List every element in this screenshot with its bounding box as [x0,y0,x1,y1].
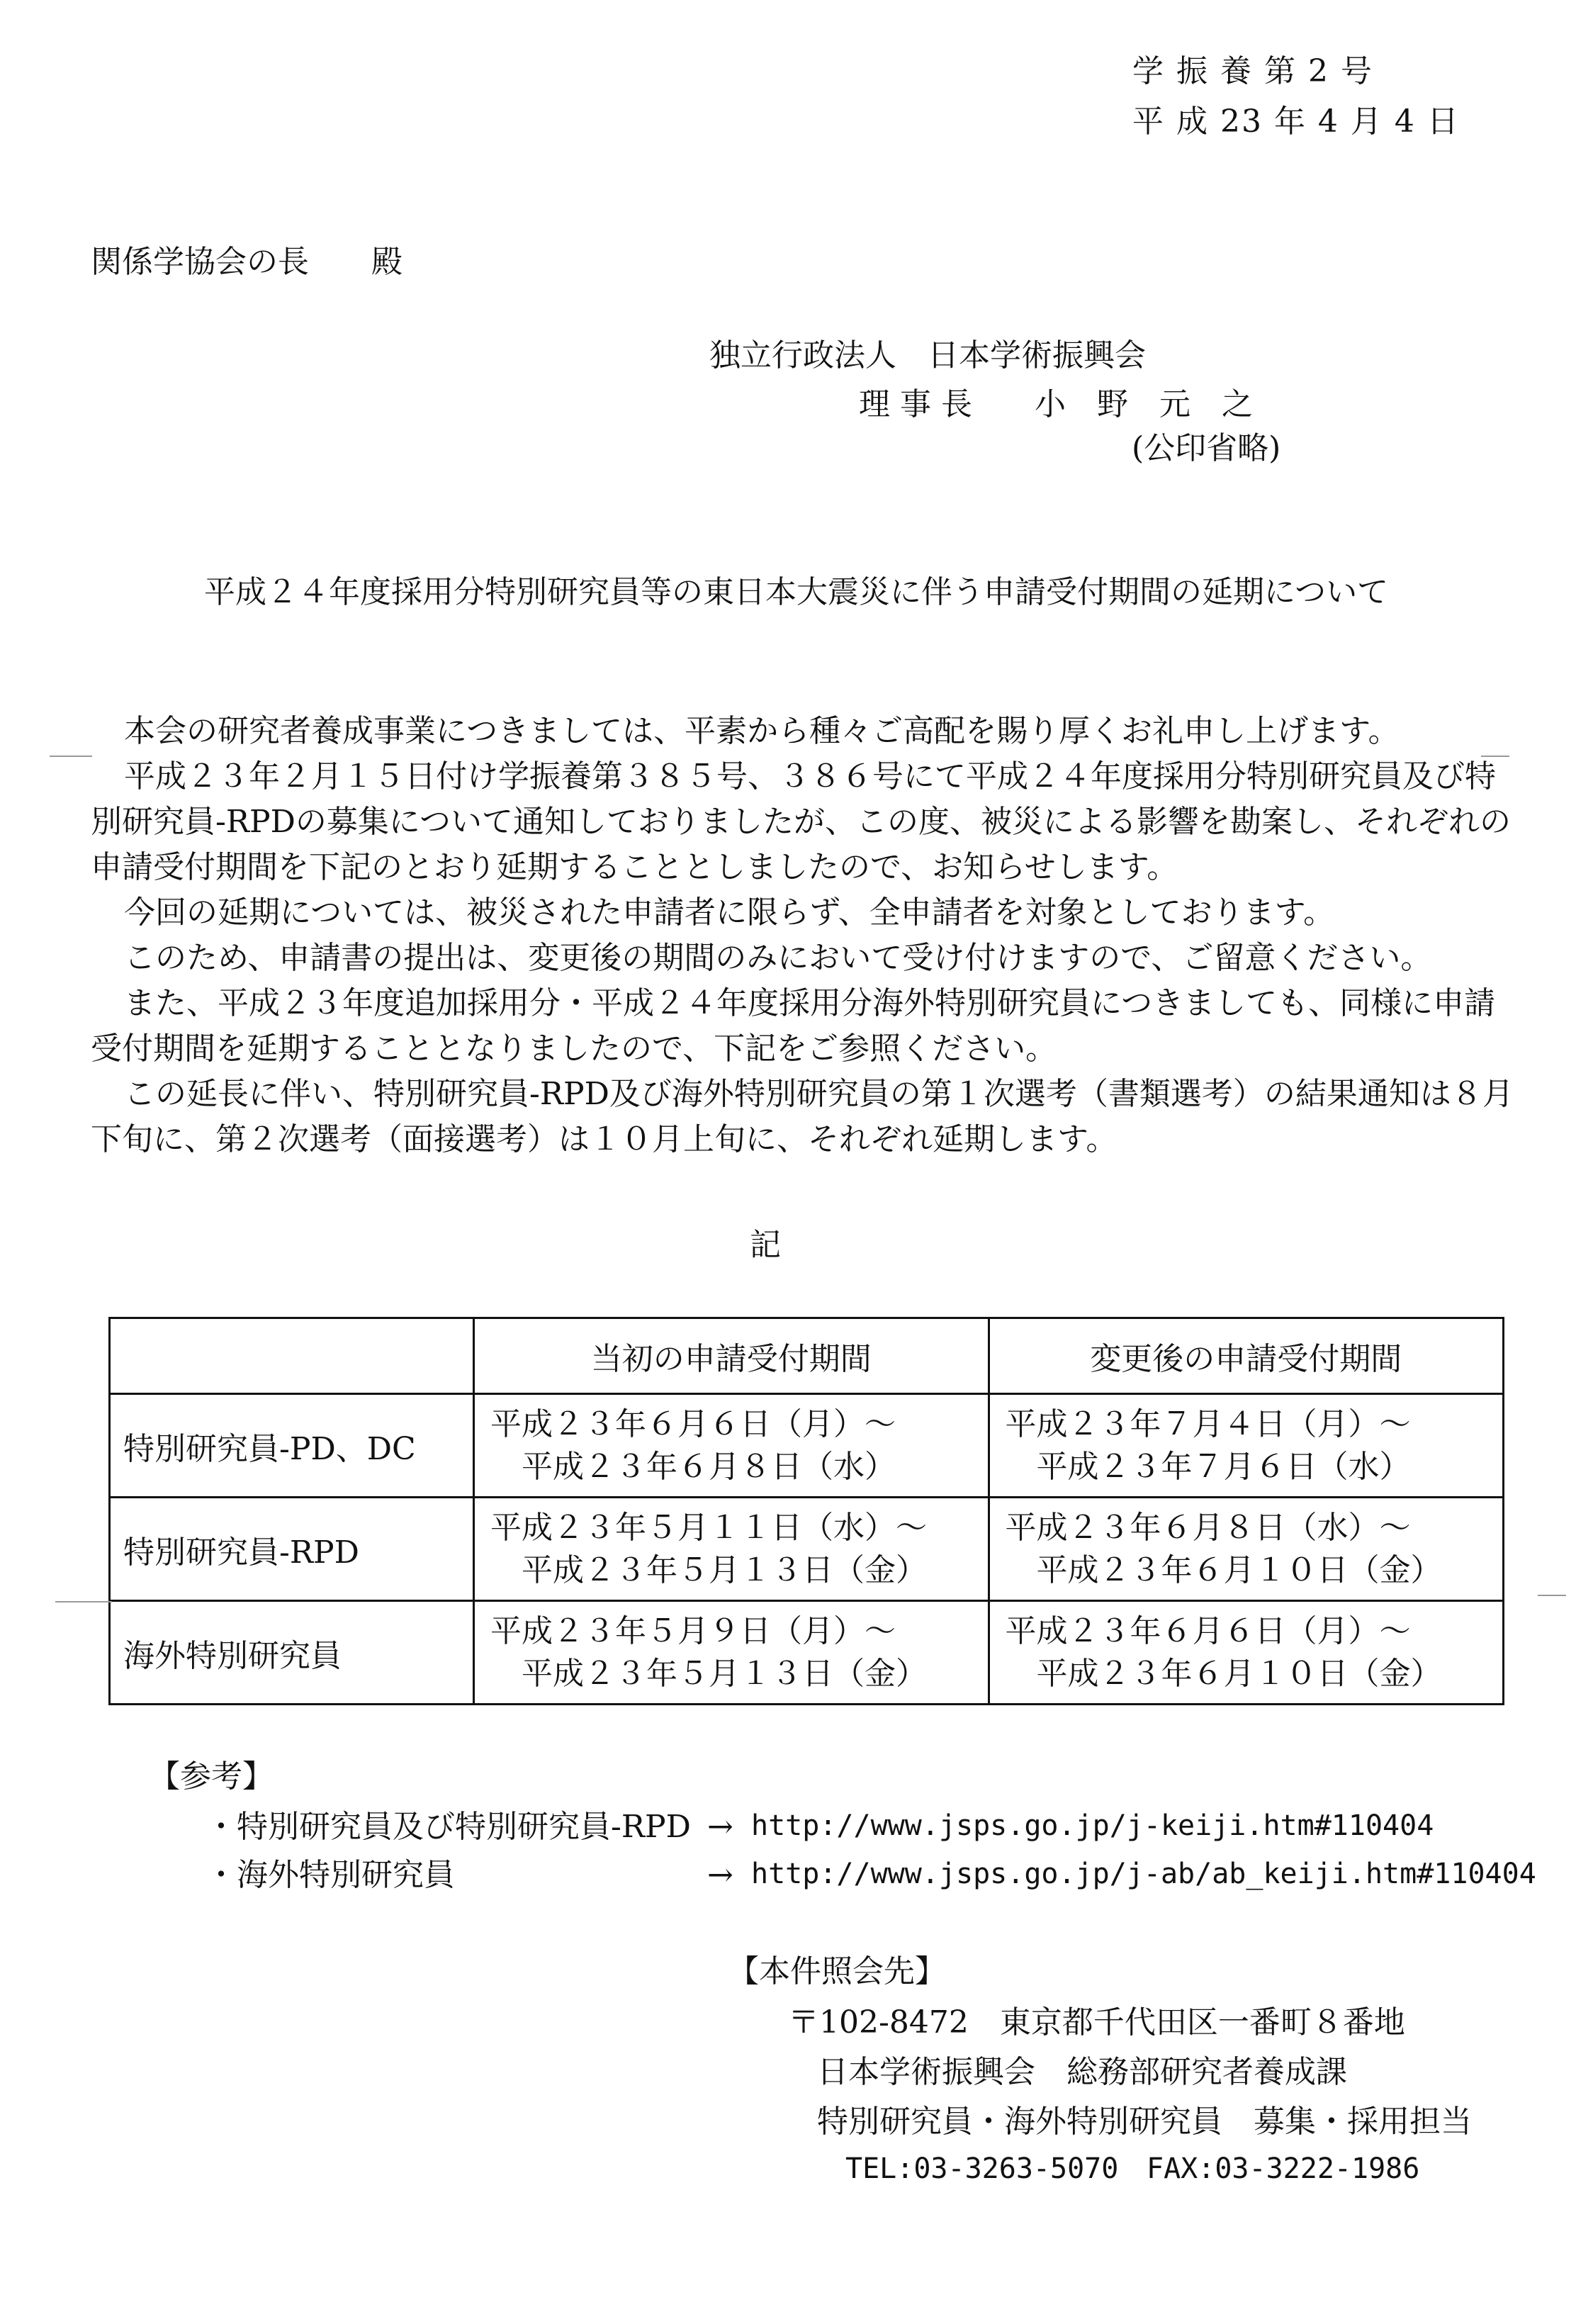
contact-fax: FAX:03-3222-1986 [1147,2152,1420,2185]
contact-tel: TEL:03-3263-5070 [845,2152,1119,2185]
sender-organization: 独立行政法人 日本学術振興会 [709,337,1146,374]
period-end: 平成２３年７月６日（水） [1036,1448,1411,1485]
arrow-icon: → [707,1857,733,1893]
table-row [110,1498,1504,1601]
body-line: 下旬に、第２次選考（面接選考）は１０月上旬に、それぞれ延期します。 [91,1121,1118,1157]
table-header-original: 当初の申請受付期間 [474,1318,989,1394]
scan-speck [50,756,92,757]
period-start: 平成２３年５月１１日（水）～ [490,1509,927,1546]
ki-heading: 記 [750,1227,781,1263]
body-line: 今回の延期については、被災された申請者に限らず、全申請者を対象としております。 [124,894,1335,931]
period-end: 平成２３年６月１０日（金） [1036,1655,1442,1692]
document-date: 平 成 23 年 4 月 4 日 [1132,103,1460,140]
body-line: この延長に伴い、特別研究員-RPD及び海外特別研究員の第１次選考（書類選考）の結果通知は８月 [124,1076,1514,1112]
changed-period-cell [989,1498,1504,1601]
addressee: 関係学協会の長 殿 [91,244,403,280]
scan-speck [1538,1595,1566,1596]
period-start: 平成２３年６月８日（水）～ [1005,1509,1411,1546]
contact-section: 特別研究員・海外特別研究員 募集・採用担当 [817,2104,1472,2140]
reference-link[interactable]: http://www.jsps.go.jp/j-keiji.htm#110404 [751,1809,1434,1842]
period-end: 平成２３年６月１０日（金） [1036,1551,1442,1588]
application-period-table [108,1317,1504,1705]
reference-link[interactable]: http://www.jsps.go.jp/j-ab/ab_keiji.htm#110404 [751,1858,1536,1890]
arrow-icon: → [707,1809,733,1845]
contact-address: 〒102-8472 東京都千代田区一番町８番地 [788,2004,1405,2040]
row-label: 海外特別研究員 [110,1601,474,1705]
row-label: 特別研究員-RPD [110,1498,474,1601]
changed-period-cell [989,1601,1504,1705]
sender-title-name: 理 事 長 小 野 元 之 [859,386,1253,422]
period-start: 平成２３年６月６日（月）～ [490,1405,896,1442]
table-header-blank [110,1318,474,1394]
period-start: 平成２３年５月９日（月）～ [490,1612,896,1649]
body-line: また、平成２３年度追加採用分・平成２４年度採用分海外特別研究員につきましても、同様に申請 [124,985,1496,1021]
table-header-changed: 変更後の申請受付期間 [989,1318,1504,1394]
reference-item-label: ・特別研究員及び特別研究員-RPD [206,1809,691,1845]
row-label: 特別研究員-PD、DC [110,1394,474,1498]
contact-department: 日本学術振興会 総務部研究者養成課 [817,2054,1347,2090]
period-end: 平成２３年５月１３日（金） [522,1655,927,1692]
body-line: 受付期間を延期することとなりましたので、下記をご参照ください。 [91,1031,1057,1067]
reference-heading: 【参考】 [149,1758,274,1795]
contact-heading: 【本件照会先】 [728,1953,946,1989]
table-row [110,1394,1504,1498]
body-line: このため、申請書の提出は、変更後の期間のみにおいて受け付けますので、ご留意ください。 [124,940,1432,976]
subject-title: 平成２４年度採用分特別研究員等の東日本大震災に伴う申請受付期間の延期について [204,574,1389,610]
period-end: 平成２３年６月８日（水） [522,1448,896,1485]
original-period-cell [474,1601,989,1705]
reference-item-label: ・海外特別研究員 [206,1857,455,1893]
period-start: 平成２３年７月４日（月）～ [1005,1405,1411,1442]
original-period-cell [474,1498,989,1601]
original-period-cell [474,1394,989,1498]
period-start: 平成２３年６月６日（月）～ [1005,1612,1411,1649]
scan-speck [1481,756,1509,757]
table-row [110,1601,1504,1705]
body-line: 平成２３年２月１５日付け学振養第３８５号、３８６号にて平成２４年度採用分特別研究員及び特 [124,758,1496,795]
changed-period-cell [989,1394,1504,1498]
seal-omitted-note: (公印省略) [1132,430,1281,466]
table-header-row [110,1318,1504,1394]
body-line: 申請受付期間を下記のとおり延期することとしましたので、お知らせします。 [91,849,1178,885]
body-line: 別研究員-RPDの募集について通知しておりましたが、この度、被災による影響を勘案し、それぞれの [91,804,1511,840]
document-number: 学 振 養 第 2 号 [1132,53,1373,89]
period-end: 平成２３年５月１３日（金） [522,1551,927,1588]
body-line: 本会の研究者養成事業につきましては、平素から種々ご高配を賜り厚くお礼申し上げます。 [124,713,1400,749]
scan-speck [55,1601,112,1602]
